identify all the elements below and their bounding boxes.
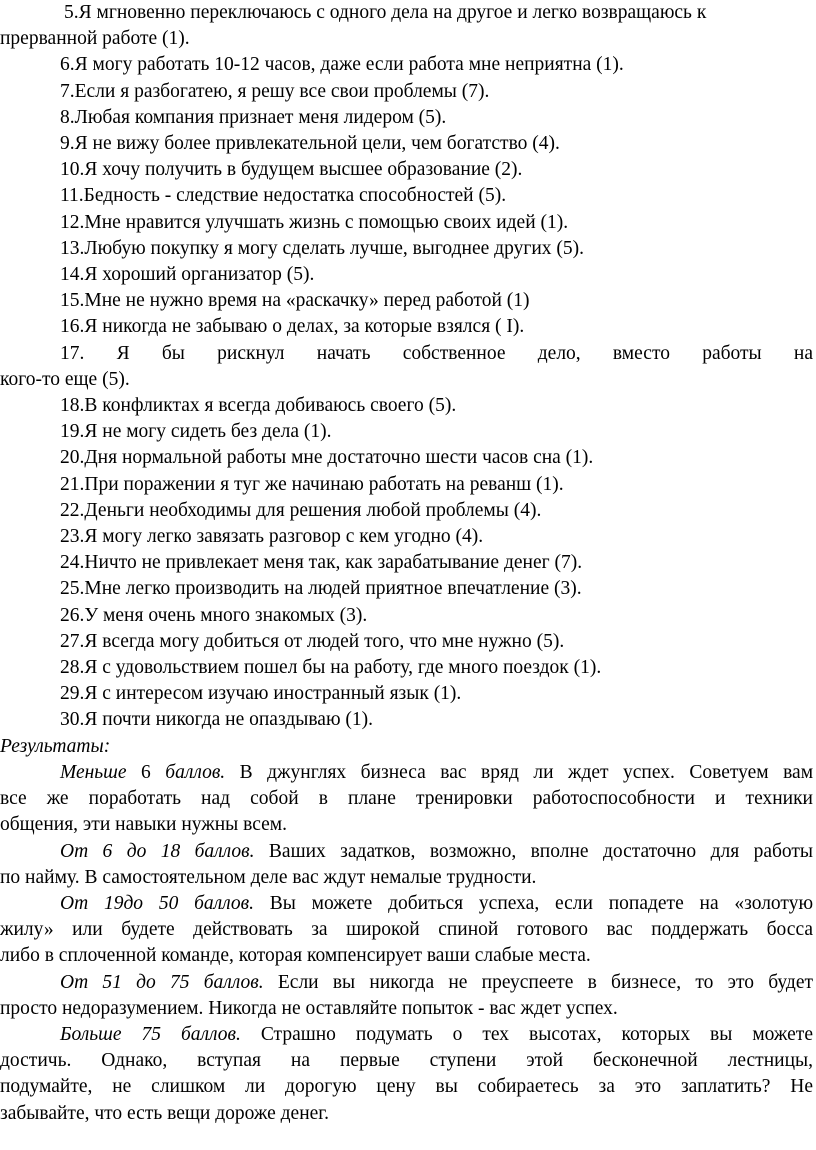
question-30: 30.Я почти никогда не опаздываю (1).: [60, 709, 373, 731]
result-5-text1: Страшно подумать о тех высотах, которых вы можете: [260, 1023, 813, 1045]
result-1-line1: [0, 760, 813, 786]
result-1-line3: общения, эти навыки нужны всем.: [0, 814, 287, 836]
question-29: 29.Я с интересом изучаю иностранный язык (1).: [60, 683, 462, 705]
question-9: 9.Я не вижу более привлекательной цели, чем богатство (4).: [60, 133, 560, 155]
question-27: 27.Я всегда могу добиться от людей того, что мне нужно (5).: [60, 630, 565, 652]
question-20: 20.Дня нормальной работы мне достаточно шести часов сна (1).: [60, 447, 594, 469]
question-12: 12.Мне нравится улучшать жизнь с помощью своих идей (1).: [60, 211, 569, 233]
question-16: 16.Я никогда не забываю о делах, за которые взялся ( I).: [60, 316, 525, 338]
question-21: 21.При поражении я туг же начинаю работать на реванш (1).: [60, 473, 564, 495]
result-1-number: 6: [141, 761, 151, 783]
question-24: 24.Ничто не привлекает меня так, как зарабатывание денег (7).: [60, 552, 583, 574]
result-4-label: От 51 до 75 баллов.: [60, 971, 264, 993]
result-3-line1: [0, 891, 813, 917]
question-6: 6.Я могу работать 10-12 часов, даже если работа мне неприятна (1).: [60, 54, 624, 76]
question-26: 26.У меня очень много знакомых (3).: [60, 604, 368, 626]
result-3-line3: либо в сплоченной команде, которая компенсирует ваши слабые места.: [0, 945, 591, 967]
question-17-line1: 17. Я бы рискнул начать собственное дело, вместо работы на: [60, 342, 813, 364]
question-8: 8.Любая компания признает меня лидером (5).: [60, 106, 447, 128]
result-4-line2: просто недоразумением. Никогда не оставляйте попыток - вас ждет успех.: [0, 997, 618, 1019]
result-5-line1: [0, 1022, 813, 1048]
result-1-unit: баллов.: [165, 761, 226, 783]
result-2-line2: по найму. В самостоятельном деле вас ждут немалые трудности.: [0, 866, 537, 888]
question-14: 14.Я хороший организатор (5).: [60, 264, 315, 286]
result-4-line1: [0, 970, 813, 996]
result-2-text1: Ваших задатков, возможно, вполне достаточно для работы: [268, 840, 814, 862]
result-4-text1: Если вы никогда не преуспеете в бизнесе, то это будет: [277, 971, 814, 993]
question-5-line2: прерванной работе (1).: [0, 28, 190, 50]
question-23: 23.Я могу легко завязать разговор с кем угодно (4).: [60, 526, 484, 548]
result-1-text1: В джунглях бизнеса вас вряд ли ждет успех. Советуем вам: [239, 761, 814, 783]
result-1-label: Меньше: [60, 761, 127, 783]
question-11: 11.Бедность - следствие недостатка способностей (5).: [60, 185, 507, 207]
question-15: 15.Мне не нужно время на «раскачку» перед работой (1): [60, 290, 530, 312]
question-28: 28.Я с удовольствием пошел бы на работу, где много поездок (1).: [60, 657, 602, 679]
result-5-line3: подумайте, не слишком ли дорогую цену вы собираетесь за это заплатить? Не: [0, 1076, 813, 1098]
question-18: 18.В конфликтах я всегда добиваюсь своего (5).: [60, 395, 457, 417]
question-7: 7.Если я разбогатею, я решу все свои проблемы (7).: [60, 80, 490, 102]
result-5-line4: забывайте, что есть вещи дороже денег.: [0, 1102, 329, 1124]
result-5-label: Больше 75 баллов.: [60, 1023, 241, 1045]
question-22: 22.Деньги необходимы для решения любой проблемы (4).: [60, 499, 542, 521]
result-1-line2: все же поработать над собой в плане тренировки работоспособности и техники: [0, 788, 813, 810]
result-5-line2: достичь. Однако, вступая на первые ступени этой бесконечной лестницы,: [0, 1050, 813, 1072]
question-5-line1: 5.Я мгновенно переключаюсь с одного дела на другое и легко возвращаюсь к: [64, 2, 707, 23]
result-2-line1: [0, 839, 813, 865]
results-heading: Результаты:: [0, 735, 111, 757]
result-3-text1: Вы можете добиться успеха, если попадете на «золотую: [269, 892, 814, 914]
question-13: 13.Любую покупку я могу сделать лучше, выгоднее других (5).: [60, 237, 584, 259]
question-17-line2: кого-то еще (5).: [0, 368, 130, 390]
question-25: 25.Мне легко производить на людей приятное впечатление (3).: [60, 578, 582, 600]
result-2-label: От 6 до 18 баллов.: [60, 840, 255, 862]
result-3-line2: жилу» или будете действовать за широкой спиной готового вас поддержать босса: [0, 919, 813, 941]
question-19: 19.Я не могу сидеть без дела (1).: [60, 421, 332, 443]
question-10: 10.Я хочу получить в будущем высшее образование (2).: [60, 159, 523, 181]
result-3-label: От 19до 50 баллов.: [60, 892, 254, 914]
